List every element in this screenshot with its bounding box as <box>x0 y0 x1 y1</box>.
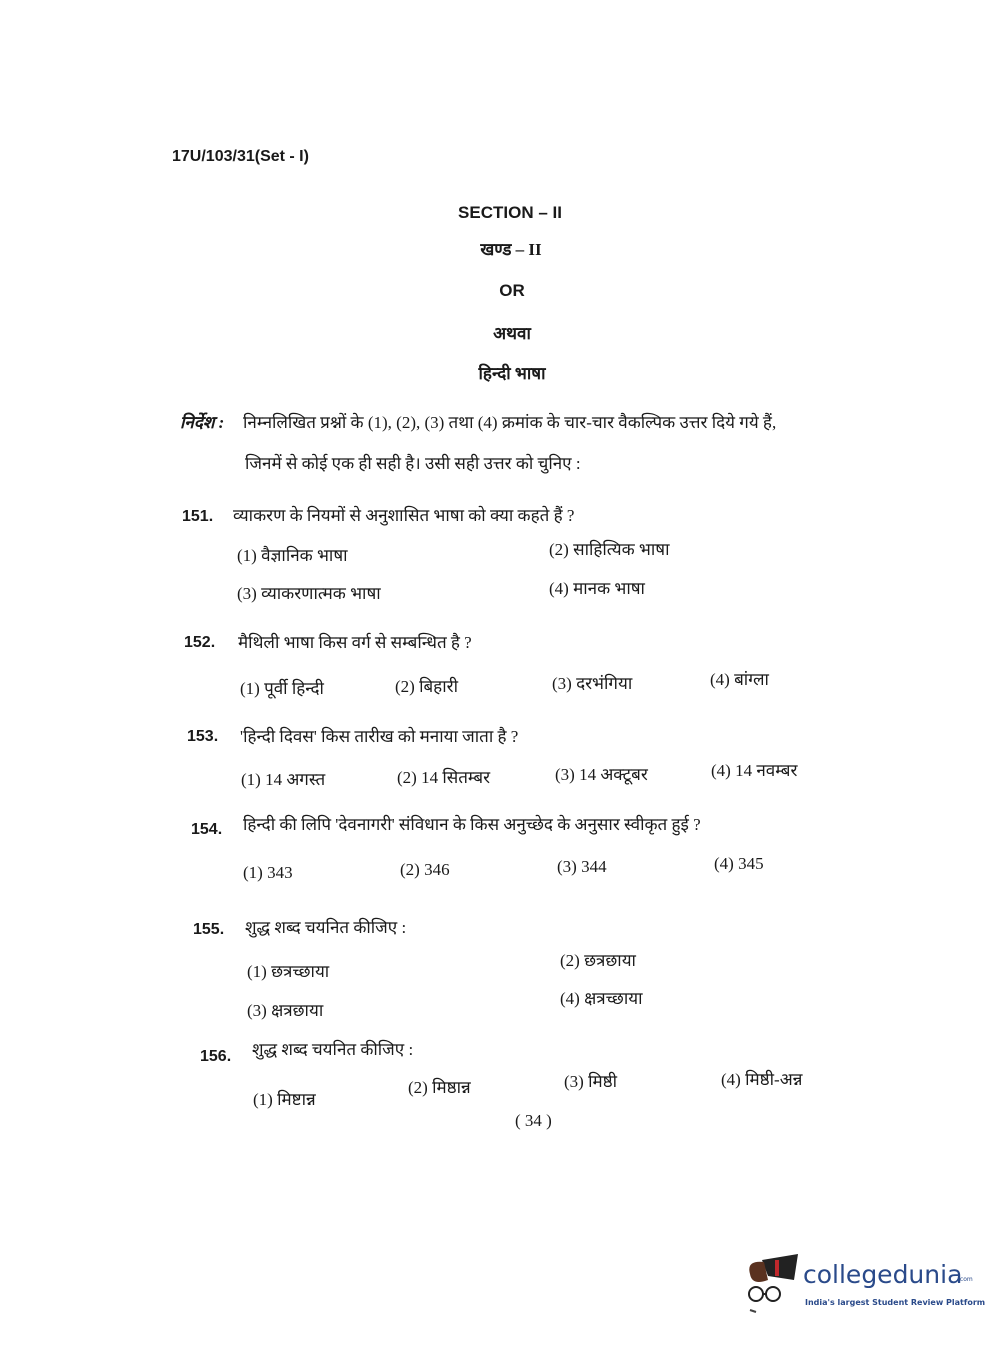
answer-option-4: (4) मिष्ठी-अन्न <box>721 1070 803 1089</box>
answer-option-2: (2) छत्रछाया <box>560 951 636 970</box>
page-number: ( 34 ) <box>515 1111 552 1130</box>
paper-code: 17U/103/31(Set - I) <box>172 148 309 165</box>
answer-option-2: (2) साहित्यिक भाषा <box>549 540 670 559</box>
question-text: हिन्दी की लिपि 'देवनागरी' संविधान के किस अनुच्छेद के अनुसार स्वीकृत हुई ? <box>243 815 701 834</box>
answer-option-3: (3) क्षत्रछाया <box>247 1001 324 1020</box>
answer-option-3: (3) 14 अक्टूबर <box>555 765 648 784</box>
khand-title: खण्ड – II <box>480 240 542 259</box>
section-title: SECTION – II <box>458 203 562 222</box>
answer-option-1: (1) वैज्ञानिक भाषा <box>237 546 348 565</box>
answer-option-1: (1) छत्रच्छाया <box>247 962 330 981</box>
question-text: शुद्ध शब्द चयनित कीजिए : <box>252 1040 414 1059</box>
answer-option-4: (4) मानक भाषा <box>549 579 645 598</box>
mascot-logo-icon <box>742 1250 802 1316</box>
question-number: 153. <box>187 728 219 745</box>
athva-title: अथवा <box>493 324 531 343</box>
brand-tagline: India's largest Student Review Platform <box>805 1298 986 1307</box>
question-number: 154. <box>191 821 223 838</box>
answer-option-3: (3) 344 <box>557 857 607 876</box>
or-title: OR <box>499 281 525 300</box>
directions-line-1: निम्नलिखित प्रश्नों के (1), (2), (3) तथा (4) क्रमांक के चार-चार वैकल्पिक उत्तर दिये गये हैं, <box>243 413 777 432</box>
answer-option-4: (4) 14 नवम्बर <box>711 761 798 780</box>
question-text: 'हिन्दी दिवस' किस तारीख को मनाया जाता है ? <box>240 727 519 746</box>
answer-option-4: (4) बांग्ला <box>710 670 769 689</box>
answer-option-2: (2) बिहारी <box>395 677 458 696</box>
answer-option-2: (2) 14 सितम्बर <box>397 768 491 787</box>
answer-option-2: (2) 346 <box>400 860 450 879</box>
brand-name: collegedunia <box>803 1260 963 1289</box>
answer-option-2: (2) मिष्ठान्न <box>408 1078 471 1097</box>
answer-option-4: (4) क्षत्रच्छाया <box>560 989 643 1008</box>
brand-domain: .com <box>958 1276 973 1283</box>
directions-label: निर्देश : <box>180 413 225 432</box>
directions-line-2: जिनमें से कोई एक ही सही है। उसी सही उत्तर को चुनिए : <box>245 454 581 473</box>
question-number: 152. <box>184 634 216 651</box>
answer-option-1: (1) पूर्वी हिन्दी <box>240 679 324 698</box>
question-number: 151. <box>182 508 214 525</box>
answer-option-1: (1) 14 अगस्त <box>241 770 326 789</box>
question-text: व्याकरण के नियमों से अनुशासित भाषा को क्या कहते हैं ? <box>233 506 575 525</box>
answer-option-1: (1) मिष्टान्न <box>253 1090 316 1109</box>
answer-option-1: (1) 343 <box>243 863 293 882</box>
subject-title: हिन्दी भाषा <box>478 364 546 383</box>
answer-option-3: (3) व्याकरणात्मक भाषा <box>237 584 381 603</box>
question-text: शुद्ध शब्द चयनित कीजिए : <box>245 918 407 937</box>
question-number: 156. <box>200 1048 232 1065</box>
answer-option-4: (4) 345 <box>714 854 764 873</box>
answer-option-3: (3) मिष्ठी <box>564 1072 618 1091</box>
question-number: 155. <box>193 921 225 938</box>
question-text: मैथिली भाषा किस वर्ग से सम्बन्धित है ? <box>238 633 472 652</box>
answer-option-3: (3) दरभंगिया <box>552 674 633 693</box>
